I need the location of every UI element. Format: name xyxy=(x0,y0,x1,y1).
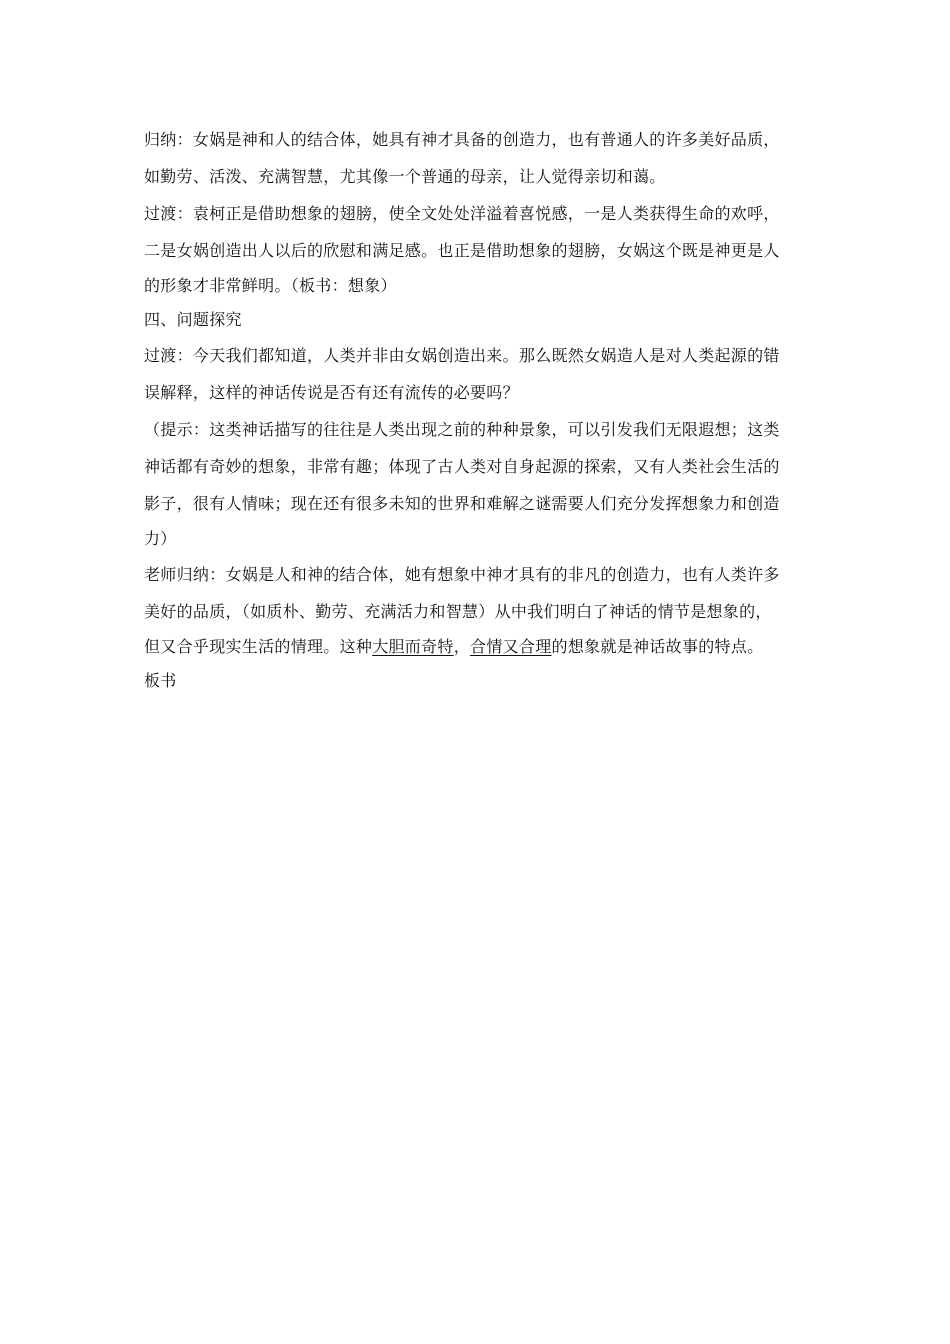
teacher-summary-line-3 xyxy=(144,630,809,664)
summary-line-1: 归纳：女娲是神和人的结合体，她具有神才具备的创造力，也有普通人的许多美好品质， xyxy=(144,130,780,149)
text-segment: 但又合乎现实生活的情理。这种 xyxy=(144,637,373,656)
text-segment: ， xyxy=(453,637,471,656)
summary-line-2: 如勤劳、活泼、充满智慧，尤其像一个普通的母亲，让人觉得亲切和蔼。 xyxy=(144,167,666,186)
blackboard-label: 板书 xyxy=(144,671,177,690)
text-segment: 的想象就是神话故事的特点。 xyxy=(551,637,764,656)
section-heading: 四、问题探究 xyxy=(144,310,242,329)
teacher-summary-line-1: 老师归纳：女娲是人和神的结合体，她有想象中神才具有的非凡的创造力，也有人类许多 xyxy=(144,565,780,584)
document-body xyxy=(144,121,809,698)
transition-line-1: 过渡：袁柯正是借助想象的翅膀，使全文处处洋溢着喜悦感，一是人类获得生命的欢呼， xyxy=(144,204,780,223)
transition-line-2: 二是女娲创造出人以后的欣慰和满足感。也正是借助想象的翅膀，女娲这个既是神更是人 xyxy=(144,241,780,260)
question-line-1: 过渡：今天我们都知道，人类并非由女娲创造出来。那么既然女娲造人是对人类起源的错 xyxy=(144,346,780,365)
transition-line-3: 的形象才非常鲜明。（板书：想象） xyxy=(144,276,397,295)
hint-line-2: 神话都有奇妙的想象，非常有趣；体现了古人类对自身起源的探索，又有人类社会生活的 xyxy=(144,457,780,476)
underlined-phrase-bold-and-strange: 大胆而奇特 xyxy=(372,637,454,656)
hint-line-1: （提示：这类神话描写的往往是人类出现之前的种种景象，可以引发我们无限遐想；这类 xyxy=(144,420,780,439)
teacher-summary-line-2: 美好的品质，（如质朴、勤劳、充满活力和智慧）从中我们明白了神话的情节是想象的， xyxy=(144,602,772,621)
underlined-phrase-reasonable: 合情又合理 xyxy=(470,637,552,656)
question-line-2: 误解释，这样的神话传说是否有还有流传的必要吗？ xyxy=(144,383,519,402)
hint-line-4: 力） xyxy=(144,529,177,548)
hint-line-3: 影子，很有人情味；现在还有很多未知的世界和难解之谜需要人们充分发挥想象力和创造 xyxy=(144,494,780,513)
